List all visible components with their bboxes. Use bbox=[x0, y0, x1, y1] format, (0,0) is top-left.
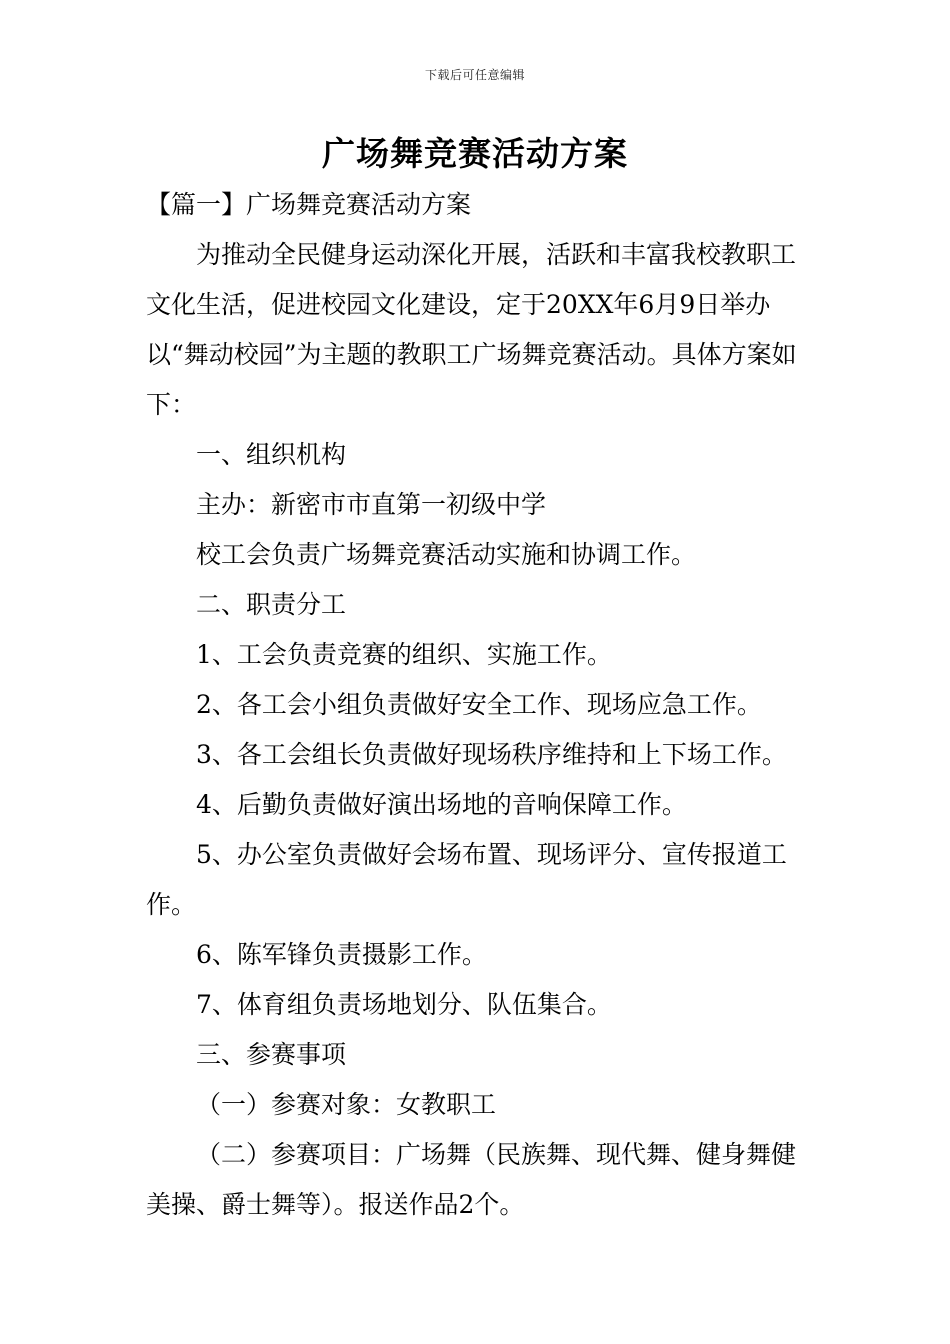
duty-item: 6、陈军锋负责摄影工作。 bbox=[196, 940, 487, 969]
duty-item: 4、后勤负责做好演出场地的音响保障工作。 bbox=[196, 790, 687, 819]
duty-item: 1、工会负责竞赛的组织、实施工作。 bbox=[196, 640, 612, 669]
section-heading-organization: 一、组织机构 bbox=[196, 440, 347, 469]
entry-item: （二）参赛项目：广场舞（民族舞、现代舞、健身舞健美操、爵士舞等）。报送作品2个。 bbox=[146, 1140, 797, 1219]
duty-item: 5、办公室负责做好会场布置、现场评分、宣传报道工作。 bbox=[146, 840, 787, 919]
section-heading-entries: 三、参赛事项 bbox=[196, 1040, 347, 1069]
subtitle: 【篇一】广场舞竞赛活动方案 bbox=[146, 190, 472, 219]
section-heading-duties: 二、职责分工 bbox=[196, 590, 347, 619]
duty-item: 3、各工会组长负责做好现场秩序维持和上下场工作。 bbox=[196, 740, 787, 769]
document-body bbox=[146, 180, 808, 1230]
duty-item: 2、各工会小组负责做好安全工作、现场应急工作。 bbox=[196, 690, 762, 719]
organizer-line: 主办：新密市市直第一初级中学 bbox=[196, 490, 547, 519]
union-line: 校工会负责广场舞竞赛活动实施和协调工作。 bbox=[196, 540, 697, 569]
document-title: 广场舞竞赛活动方案 bbox=[322, 134, 628, 173]
entry-item: （一）参赛对象：女教职工 bbox=[196, 1090, 497, 1119]
duty-item: 7、体育组负责场地划分、队伍集合。 bbox=[196, 990, 612, 1019]
header-note: 下载后可任意编辑 bbox=[424, 68, 525, 82]
intro-paragraph: 为推动全民健身运动深化开展，活跃和丰富我校教职工文化生活，促进校园文化建设，定于20XX年6月9日举办以“舞动校园”为主题的教职工广场舞竞赛活动。具体方案如下： bbox=[146, 240, 797, 419]
